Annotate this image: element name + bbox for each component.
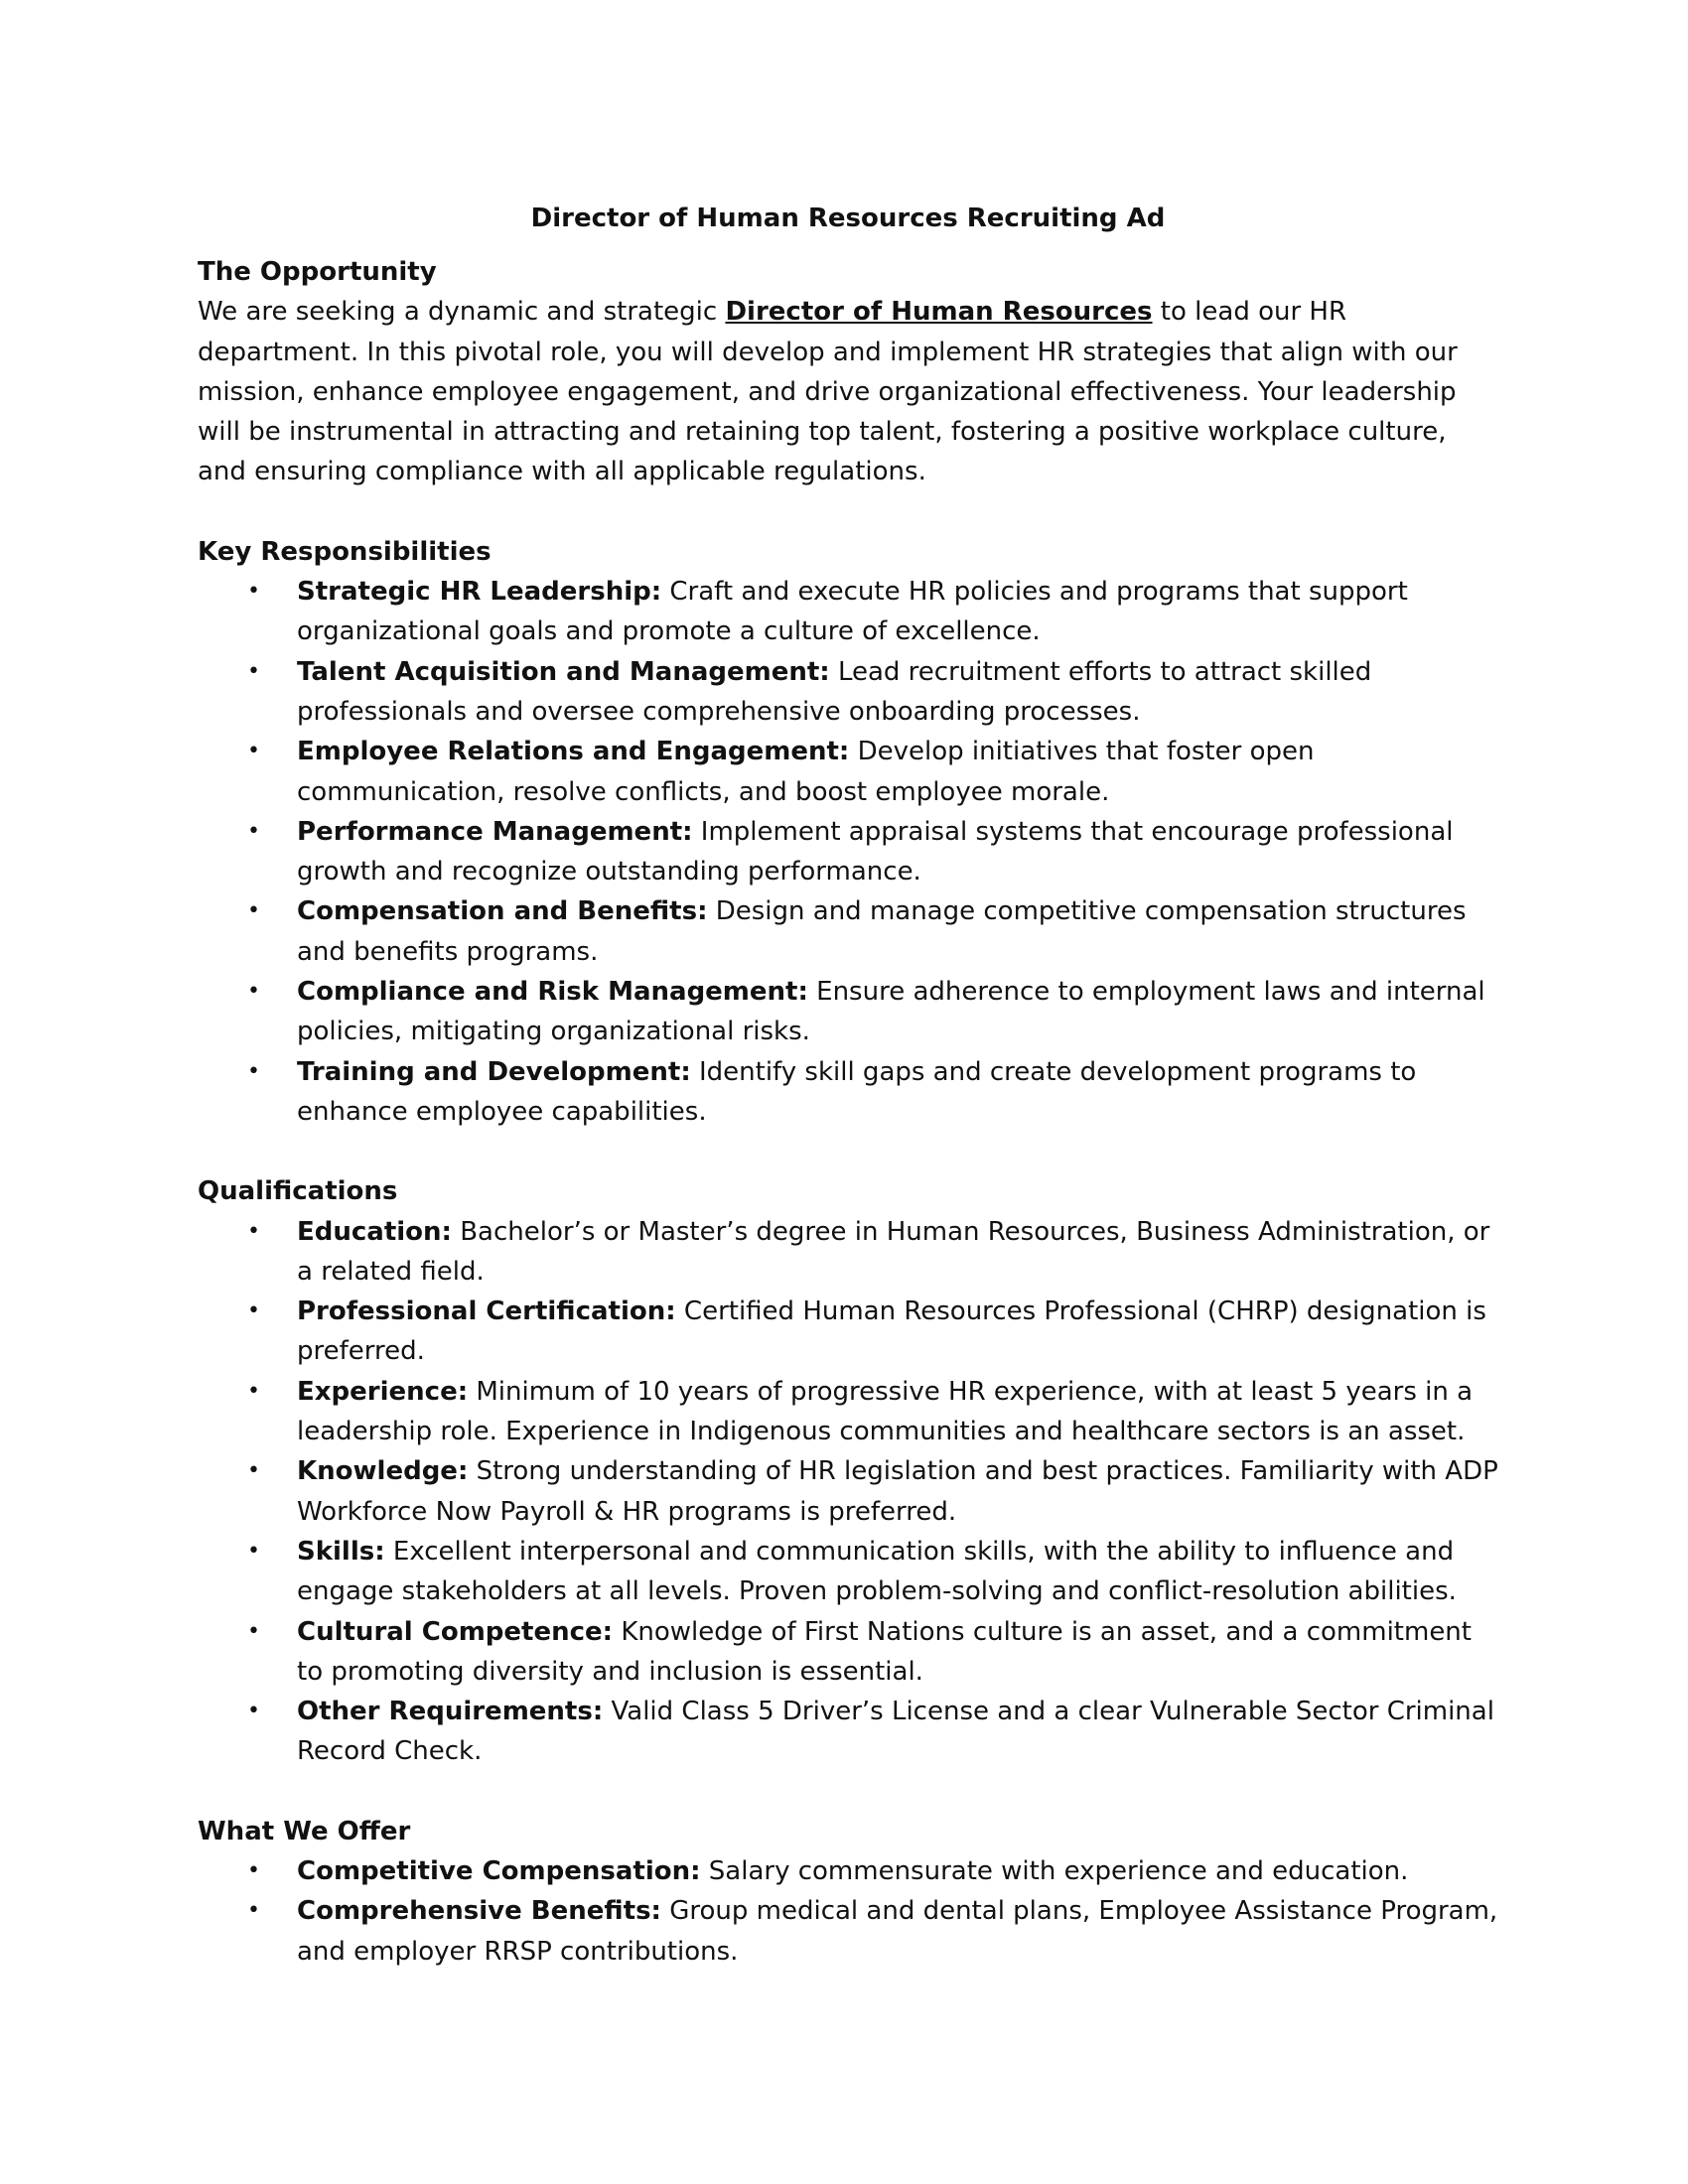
list-item-text: Strong understanding of HR legislation and best practices. Familiarity with ADP Workforce Now Payroll & HR programs is preferred.: [297, 1456, 1498, 1527]
qualifications-list: [198, 1212, 1498, 1772]
opportunity-paragraph: [198, 292, 1498, 491]
opportunity-heading: The Opportunity: [198, 257, 437, 287]
list-item-term: Talent Acquisition and Management:: [297, 656, 830, 687]
bullet-icon: •: [247, 1458, 260, 1484]
list-item: [198, 972, 1498, 1052]
bullet-icon: •: [247, 739, 260, 764]
list-item-term: Experience:: [297, 1376, 469, 1407]
list-item: [198, 1532, 1498, 1612]
list-item-text: Excellent interpersonal and communication skills, with the ability to influence and engage stakeholders at all levels. Proven problem-solving and conflict-resolution abilities.: [297, 1536, 1457, 1607]
list-item-text: Group medical and dental plans, Employee Assistance Program, and employer RRSP contributions.: [297, 1896, 1498, 1967]
bullet-icon: •: [247, 1058, 260, 1084]
list-item: [198, 572, 1498, 652]
bullet-icon: •: [247, 658, 260, 684]
list-item-term: Performance Management:: [297, 816, 693, 847]
offer-heading: What We Offer: [198, 1816, 411, 1846]
bullet-icon: •: [247, 1618, 260, 1644]
list-item-term: Comprehensive Benefits:: [297, 1896, 661, 1927]
list-item-term: Knowledge:: [297, 1456, 469, 1487]
list-item-text: Ensure adherence to employment laws and internal policies, mitigating organizational risks.: [297, 977, 1485, 1047]
list-item-text: Salary commensurate with experience and education.: [700, 1855, 1409, 1886]
qualifications-section: [198, 1171, 1498, 1771]
bullet-icon: •: [247, 1218, 260, 1244]
bullet-icon: •: [247, 979, 260, 1005]
list-item-text: Identify skill gaps and create development programs to enhance employee capabilities.: [297, 1056, 1417, 1127]
bullet-icon: •: [247, 579, 260, 605]
list-item-text: Craft and execute HR policies and programs that support organizational goals and promote a culture of excellence.: [297, 577, 1408, 647]
offer-section: [198, 1812, 1498, 1972]
section-spacer: [198, 1132, 1498, 1171]
list-item-term: Compensation and Benefits:: [297, 896, 708, 927]
section-spacer: [198, 492, 1498, 532]
bullet-icon: •: [247, 1298, 260, 1324]
job-title-link[interactable]: Director of Human Resources: [725, 297, 1153, 328]
document-title: Director of Human Resources Recruiting Ad: [530, 204, 1166, 233]
list-item: [198, 732, 1498, 812]
list-item-term: Education:: [297, 1216, 452, 1247]
list-item: [198, 1891, 1498, 1972]
list-item-text: Design and manage competitive compensation structures and benefits programs.: [297, 896, 1467, 967]
list-item: [198, 812, 1498, 892]
list-item: [198, 1212, 1498, 1293]
list-item-term: Employee Relations and Engagement:: [297, 737, 850, 767]
list-item-text: Certified Human Resources Professional (CHRP) designation is preferred.: [297, 1297, 1486, 1367]
bullet-icon: •: [247, 1699, 260, 1724]
list-item-term: Cultural Competence:: [297, 1616, 614, 1647]
list-item-term: Training and Development:: [297, 1056, 691, 1087]
list-item-text: Develop initiatives that foster open communication, resolve conflicts, and boost employee morale.: [297, 737, 1315, 807]
list-item-term: Skills:: [297, 1536, 385, 1567]
responsibilities-list: [198, 572, 1498, 1132]
list-item-text: Valid Class 5 Driver’s License and a clear Vulnerable Sector Criminal Record Check.: [297, 1697, 1494, 1767]
list-item-term: Compliance and Risk Management:: [297, 977, 808, 1008]
bullet-icon: •: [247, 898, 260, 924]
list-item: [198, 652, 1498, 733]
qualifications-heading: Qualifications: [198, 1176, 398, 1207]
list-item-text: Implement appraisal systems that encourage professional growth and recognize outstanding performance.: [297, 816, 1454, 887]
bullet-icon: •: [247, 818, 260, 844]
bullet-icon: •: [247, 1898, 260, 1924]
list-item: [198, 1292, 1498, 1372]
list-item-term: Strategic HR Leadership:: [297, 577, 662, 608]
list-item: [198, 1612, 1498, 1693]
opportunity-text-start: We are seeking a dynamic and strategic: [198, 297, 726, 328]
list-item-text: Minimum of 10 years of progressive HR experience, with at least 5 years in a leadership role. Experience in Indigenous communities and healthcare sectors is an asset.: [297, 1376, 1474, 1447]
list-item: [198, 1451, 1498, 1532]
responsibilities-heading: Key Responsibilities: [198, 536, 492, 567]
list-item-text: Lead recruitment efforts to attract skilled professionals and oversee comprehensive onboarding processes.: [297, 656, 1372, 727]
bullet-icon: •: [247, 1857, 260, 1883]
bullet-icon: •: [247, 1538, 260, 1564]
list-item-text: Bachelor’s or Master’s degree in Human Resources, Business Administration, or a related field.: [297, 1216, 1490, 1287]
list-item: [198, 1372, 1498, 1452]
bullet-icon: •: [247, 1378, 260, 1404]
list-item: [198, 1851, 1498, 1891]
offer-list: [198, 1851, 1498, 1972]
list-item-term: Competitive Compensation:: [297, 1855, 701, 1886]
list-item-term: Other Requirements:: [297, 1697, 604, 1727]
list-item-text: Knowledge of First Nations culture is an asset, and a commitment to promoting diversity and inclusion is essential.: [297, 1616, 1472, 1687]
section-spacer: [198, 1772, 1498, 1812]
list-item: [198, 891, 1498, 972]
document-page: [198, 199, 1498, 1972]
opportunity-text-end: to lead our HR department. In this pivotal role, you will develop and implement HR strategies that align with our mission, enhance employee engagement, and drive organizational effectiveness. Your leadership will be instrumental in attracting and retaining top talent, fostering a positive workplace culture, and ensuring compliance with all applicable regulations.: [198, 297, 1458, 487]
list-item: [198, 1692, 1498, 1772]
responsibilities-section: [198, 532, 1498, 1132]
list-item-term: Professional Certification:: [297, 1297, 676, 1327]
list-item: [198, 1052, 1498, 1133]
opportunity-section: [198, 252, 1498, 492]
